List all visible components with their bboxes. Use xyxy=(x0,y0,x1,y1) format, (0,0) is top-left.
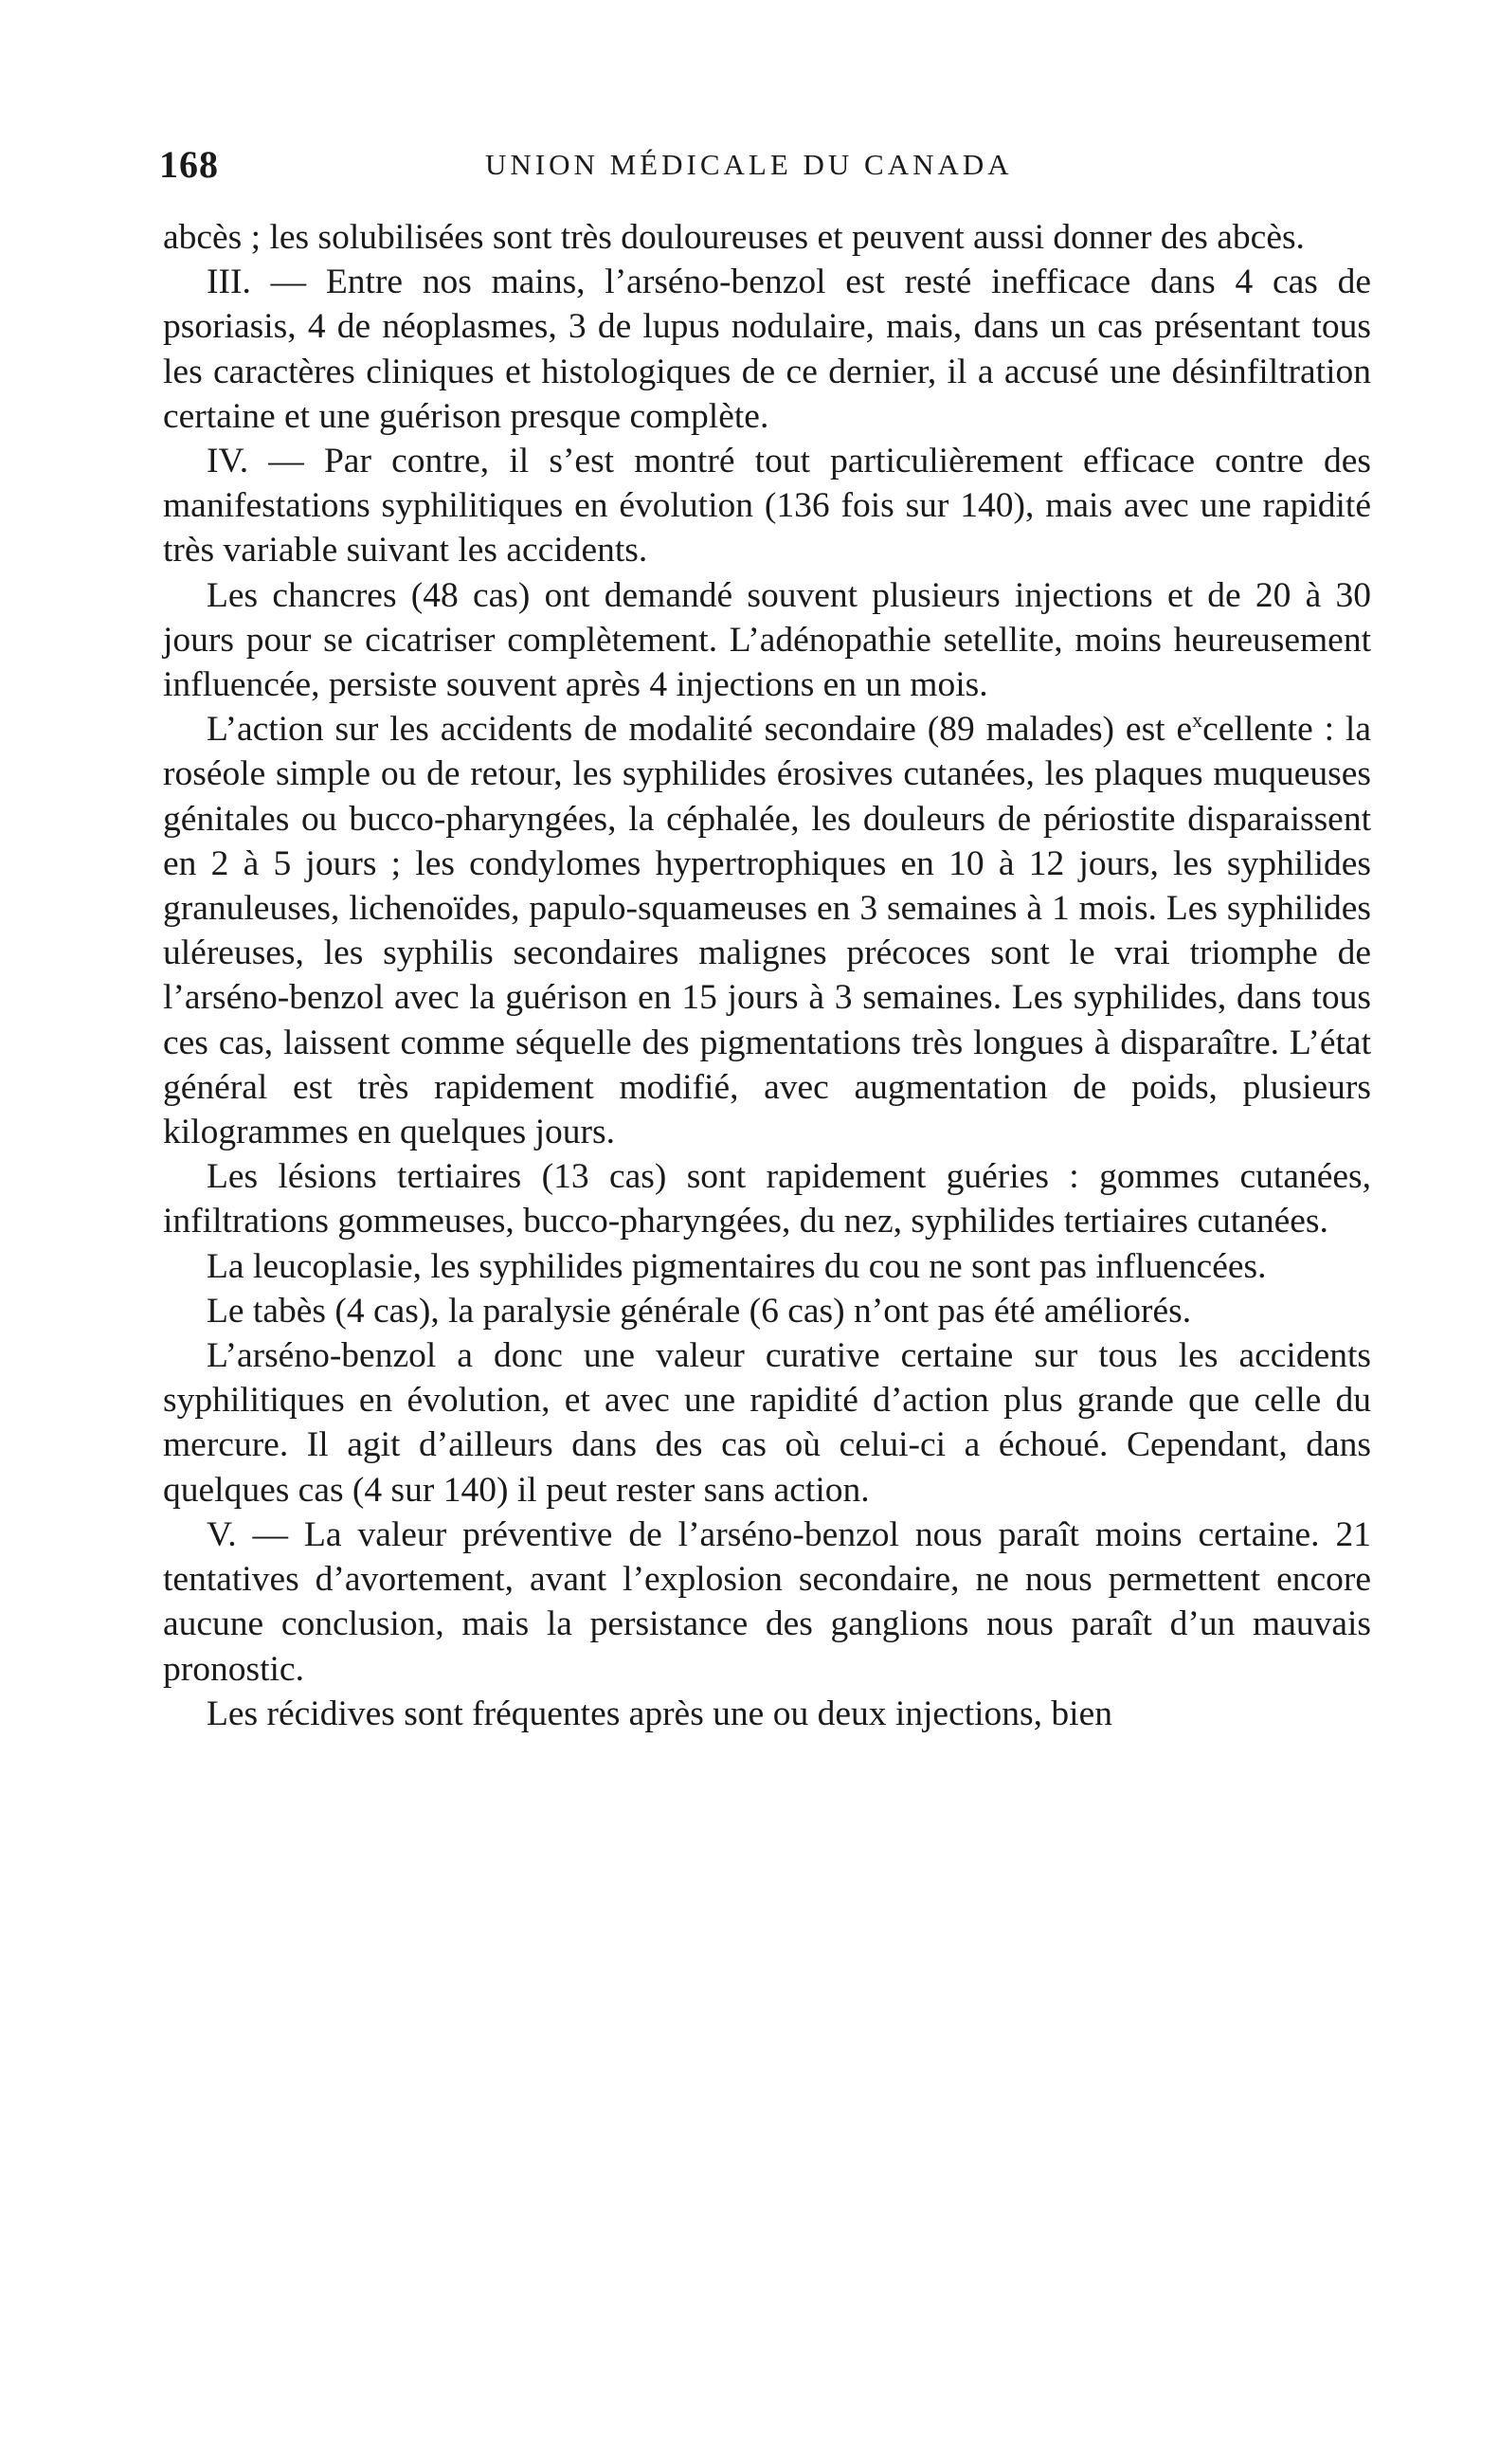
paragraph-section-iii: III. — Entre nos mains, l’arséno-benzol est resté inefficace dans 4 cas de psoriasis, 4 de néoplasmes, 3 de lupus nodulaire, mais, dans un cas présentant tous les caractères cliniques et histologiques de ce dernier, il a accusé une désinfiltration certaine et une guérison presque complète. xyxy=(163,263,1371,436)
superscript-letter: x xyxy=(1192,708,1203,733)
paragraph-section-iv: IV. — Par contre, il s’est montré tout particulièrement efficace contre des manifestations syphilitiques en évolution (136 fois sur 140), mais avec une rapidité très variable suivant les accidents. xyxy=(163,442,1371,571)
paragraph-recurrences: Les récidives sont fréquentes après une ou deux injections, bien xyxy=(207,1694,1112,1733)
paragraph-curative-value: L’arséno-benzol a donc une valeur curative certaine sur tous les accidents syphilitiques en évolution, et avec une rapidité d’action plus grande que celle du mercure. Il agit d’ailleurs dans des cas où celui-ci a échoué. Cependant, dans quelques cas (4 sur 140) il peut rester sans action. xyxy=(163,1336,1371,1510)
paragraph-continuation: abcès ; les solubilisées sont très douloureuses et peuvent aussi donner des abcès. xyxy=(163,218,1305,257)
page-number: 168 xyxy=(159,143,219,186)
paragraph-section-v: V. — La valeur préventive de l’arséno-benzol nous paraît moins certaine. 21 tentatives d’avortement, avant l’explosion secondaire, ne nous permettent encore aucune conclusion, mais la persistance des ganglions nous paraît d’un mauvais pronostic. xyxy=(163,1514,1371,1689)
paragraph-secondary-accidents xyxy=(163,707,1371,1154)
paragraph-tertiary-lesions: Les lésions tertiaires (13 cas) sont rapidement guéries : gommes cutanées, infiltrations gommeuses, bucco-pharyngées, du nez, syphilides tertiaires cutanées. xyxy=(163,1157,1371,1241)
paragraph-chancres: Les chancres (48 cas) ont demandé souvent plusieurs injections et de 20 à 30 jours pour se cicatriser complètement. L’adénopathie setellite, moins heureusement influencée, persiste souvent après 4 injections en un mois. xyxy=(163,575,1371,705)
paragraph-tabes: Le tabès (4 cas), la paralysie générale (6 cas) n’ont pas été améliorés. xyxy=(207,1291,1192,1331)
running-title: UNION MÉDICALE DU CANADA xyxy=(485,148,1013,181)
page-header xyxy=(159,142,1363,199)
paragraph-secondary-text-start: L’action sur les accidents de modalité secondaire (89 malades) est e xyxy=(207,710,1193,750)
paragraph-leucoplasia: La leucoplasie, les syphilides pigmentaires du cou ne sont pas influencées. xyxy=(207,1246,1267,1286)
paragraph-secondary-text-end: cellente : la roséole simple ou de retour, les syphilides érosives cutanées, les plaques muqueuses génitales ou bucco-pharyngées, la céphalée, les douleurs de périostite disparaissent en 2 à 5 jours ; les condylomes hypertrophiques en 10 à 12 jours, les syphilides granuleuses, lichenoïdes, papulo-squameuses en 3 semaines à 1 mois. Les syphilides uléreuses, les syphilis secondaires malignes précoces sont le vrai triomphe de l’arséno-benzol avec la guérison en 15 jours à 3 semaines. Les syphilides, dans tous ces cas, laissent comme séquelle des pigmentations très longues à disparaître. L’état général est très rapidement modifié, avec augmentation de poids, plusieurs kilogrammes en quelques jours. xyxy=(163,710,1371,1152)
body-text xyxy=(163,215,1371,1736)
